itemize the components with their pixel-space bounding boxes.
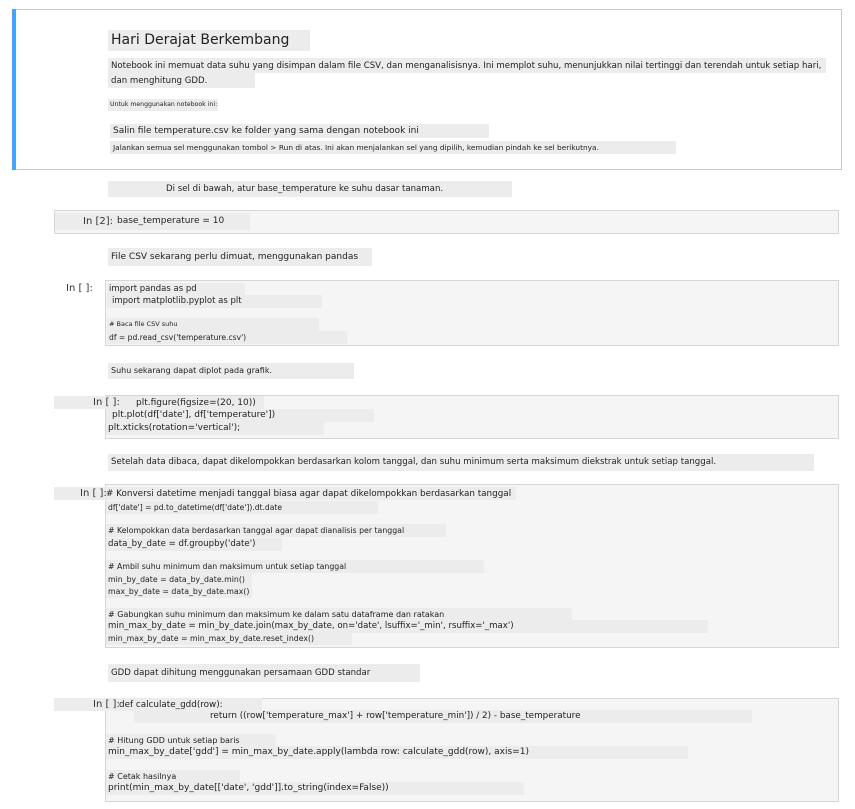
usage-step-2: Jalankan semua sel menggunakan tombol > Run di atas. Ini akan menjalankan sel yang dipilih, kemudian pindah ke sel berikutnya. xyxy=(110,141,676,154)
code-line: df['date'] = pd.to_datetime(df['date']).dt.date xyxy=(106,501,378,514)
code-line: data_by_date = df.groupby('date') xyxy=(106,538,282,551)
code-line: import matplotlib.pyplot as plt xyxy=(107,295,322,308)
cell-prompt: In [2]: xyxy=(83,216,113,227)
code-comment: # Cetak hasilnya xyxy=(106,770,240,783)
md-load-csv[interactable]: File CSV sekarang perlu dimuat, menggunakan pandas xyxy=(108,248,372,266)
code-cell-base-temp[interactable] xyxy=(54,210,839,234)
code-comment: # Ambil suhu minimum dan maksimum untuk setiap tanggal xyxy=(106,560,484,573)
notebook-title: Hari Derajat Berkembang xyxy=(108,30,310,51)
md-group[interactable]: Setelah data dibaca, dapat dikelompokkan berdasarkan kolom tanggal, dan suhu minimum serta maksimum diekstrak untuk setiap tanggal. xyxy=(108,454,814,471)
code-comment: # Baca file CSV suhu xyxy=(107,318,319,331)
code-line: plt.plot(df['date'], df['temperature']) xyxy=(106,409,374,422)
usage-heading: Untuk menggunakan notebook ini: xyxy=(108,99,218,111)
selected-cell-indicator xyxy=(12,9,16,170)
code-line: df = pd.read_csv('temperature.csv') xyxy=(107,331,347,344)
code-line: import pandas as pd xyxy=(107,283,245,296)
code-line: min_max_by_date = min_by_date.join(max_by_date, on='date', lsuffix='_min', rsuffix='_max') xyxy=(106,620,708,633)
code-line: def calculate_gdd(row): xyxy=(119,700,223,710)
cell-prompt: In [ ]: xyxy=(80,488,107,499)
intro-description-block xyxy=(108,58,826,88)
code-line: base_temperature = 10 xyxy=(117,216,225,226)
code-line: print(min_max_by_date[['date', 'gdd']].to_string(index=False)) xyxy=(106,782,524,795)
code-comment: # Gabungkan suhu minimum dan maksimum ke dalam satu dataframe dan ratakan xyxy=(106,608,572,621)
code-comment: # Konversi datetime menjadi tanggal biasa agar dapat dikelompokkan berdasarkan tanggal xyxy=(106,489,512,499)
code-line: max_by_date = data_by_date.max() xyxy=(106,585,252,598)
code-line: min_max_by_date = min_max_by_date.reset_index() xyxy=(106,632,352,645)
code-cell-load[interactable] xyxy=(105,280,839,346)
cell-prompt: In [ ]: xyxy=(66,283,93,294)
usage-step-1: Salin file temperature.csv ke folder yang sama dengan notebook ini xyxy=(110,124,489,138)
code-line: return ((row['temperature_max'] + row['temperature_min']) / 2) - base_temperature xyxy=(134,710,752,723)
code-comment: # Kelompokkan data berdasarkan tanggal agar dapat dianalisis per tanggal xyxy=(106,524,446,537)
code-comment: # Hitung GDD untuk setiap baris xyxy=(106,734,276,747)
code-line: plt.figure(figsize=(20, 10)) xyxy=(136,398,256,408)
code-line: plt.xticks(rotation='vertical'); xyxy=(106,422,324,435)
md-base-temp-text: Di sel di bawah, atur base_temperature ke suhu dasar tanaman. xyxy=(166,184,444,194)
code-line: min_by_date = data_by_date.min() xyxy=(106,573,252,586)
md-gdd[interactable]: GDD dapat dihitung menggunakan persamaan GDD standar xyxy=(108,664,420,682)
md-base-temp-cell[interactable] xyxy=(108,181,512,197)
cell-prompt: In [ ]: xyxy=(93,699,120,710)
intro-description: Notebook ini memuat data suhu yang disimpan dalam file CSV, dan menganalisisnya. Ini memplot suhu, menunjukkan nilai tertinggi dan terendah untuk setiap hari, dan menghitung GDD. xyxy=(111,61,822,86)
md-plot[interactable]: Suhu sekarang dapat diplot pada grafik. xyxy=(108,363,354,379)
cell-prompt: In [ ]: xyxy=(93,397,120,408)
code-line: min_max_by_date['gdd'] = min_max_by_date.apply(lambda row: calculate_gdd(row), axis=1) xyxy=(106,746,688,759)
